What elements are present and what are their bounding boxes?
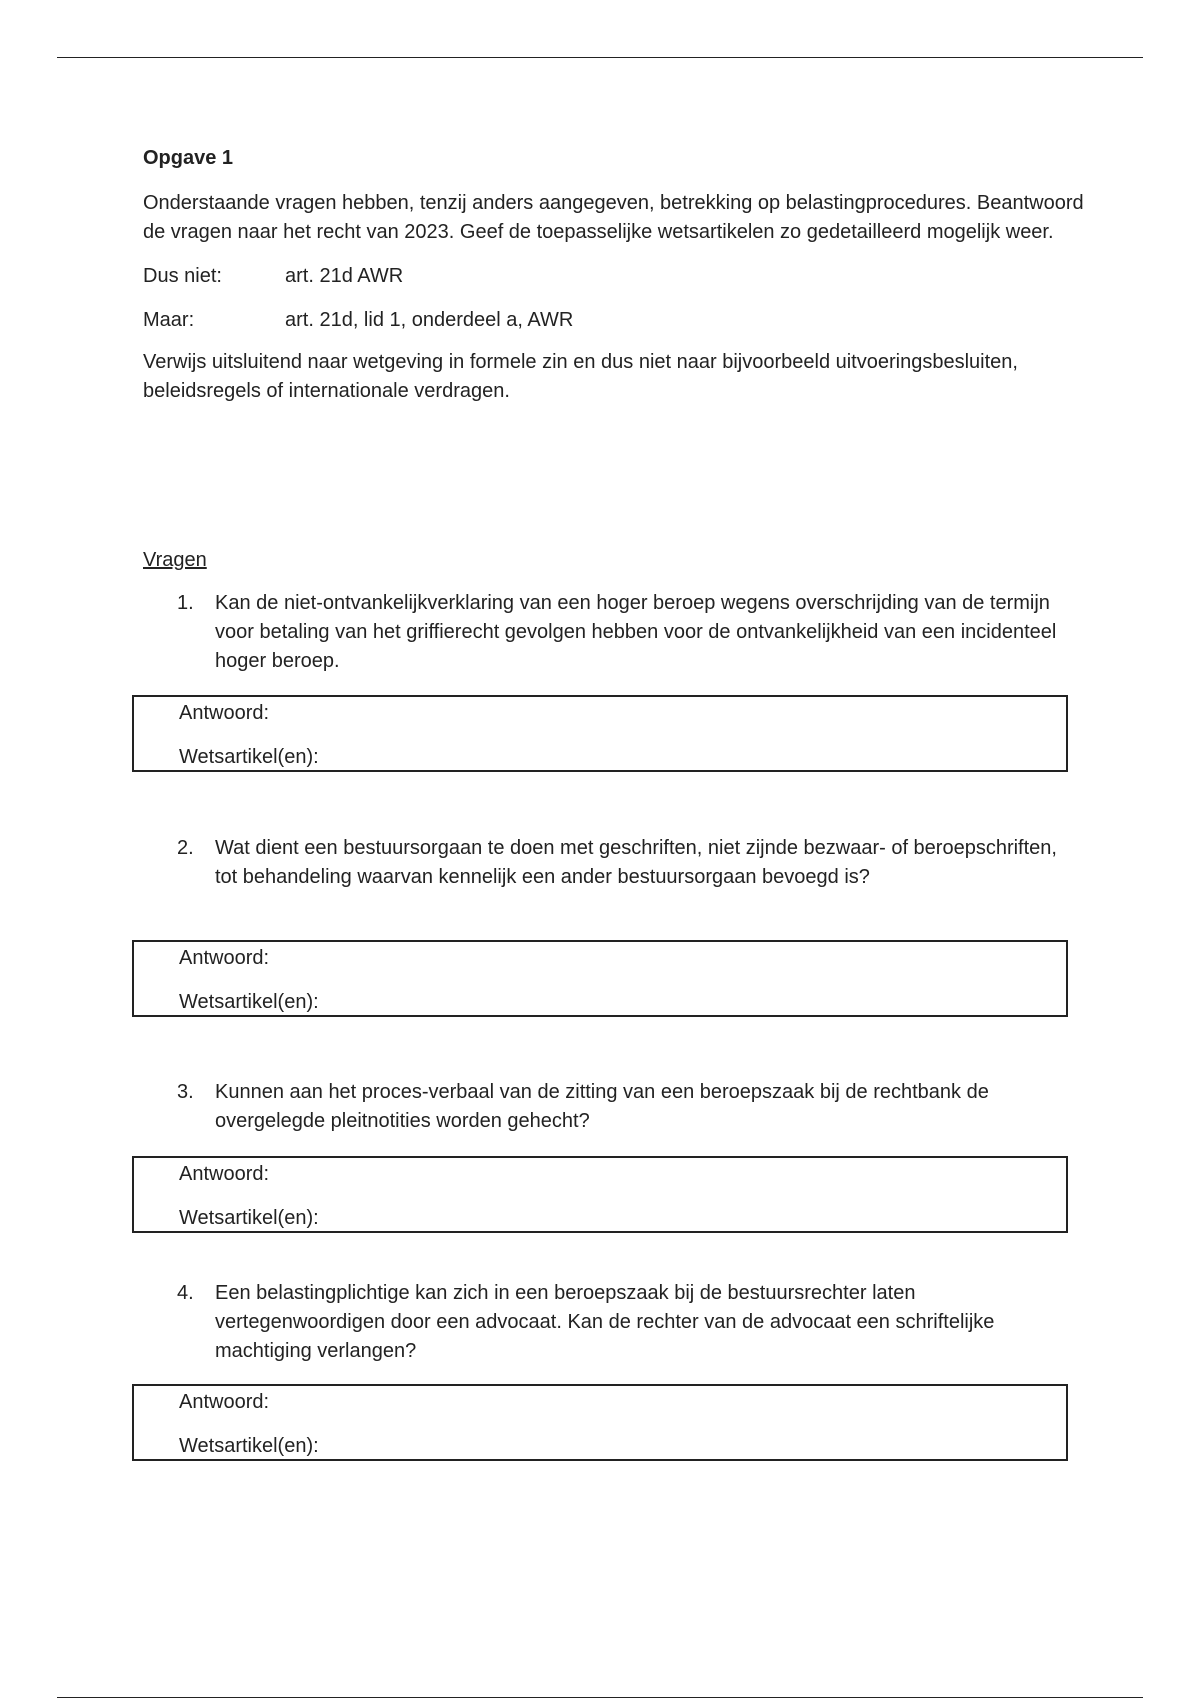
questions-heading: Vragen bbox=[143, 549, 207, 571]
example-value: art. 21d, lid 1, onderdeel a, AWR bbox=[285, 309, 574, 331]
question-text: Wat dient een bestuursorgaan te doen met geschriften, niet zijnde bezwaar- of beroepschriften, tot behandeling waarvan kennelijk een ander bestuursorgaan bevoegd is? bbox=[215, 837, 1057, 888]
question-2 bbox=[177, 834, 1057, 892]
law-articles-label: Wetsartikel(en): bbox=[179, 1435, 319, 1457]
example-label: Maar: bbox=[143, 309, 195, 331]
example-row-right bbox=[143, 306, 1093, 335]
law-articles-label: Wetsartikel(en): bbox=[179, 1207, 319, 1229]
example-label: Dus niet: bbox=[143, 265, 222, 287]
question-text: Een belastingplichtige kan zich in een beroepszaak bij de bestuursrechter laten vertegenwoordigen door een advocaat. Kan de rechter van de advocaat een schriftelijke machtiging verlangen? bbox=[215, 1282, 995, 1362]
question-number: 2. bbox=[177, 837, 194, 859]
answer-label: Antwoord: bbox=[179, 702, 270, 724]
page-title: Opgave 1 bbox=[143, 147, 234, 169]
bottom-rule bbox=[57, 1697, 1143, 1698]
example-row-wrong bbox=[143, 262, 1093, 291]
question-1 bbox=[177, 589, 1057, 676]
answer-label: Antwoord: bbox=[179, 1163, 270, 1185]
answer-box-4[interactable] bbox=[132, 1384, 1068, 1461]
instructions-section bbox=[143, 144, 1093, 406]
question-number: 4. bbox=[177, 1282, 194, 1304]
question-text: Kan de niet-ontvankelijkverklaring van een hoger beroep wegens overschrijding van de termijn voor betaling van het griffierecht gevolgen hebben voor de ontvankelijkheid van een incidenteel hoger beroep. bbox=[215, 592, 1057, 672]
law-articles-label: Wetsartikel(en): bbox=[179, 991, 319, 1013]
answer-label: Antwoord: bbox=[179, 947, 270, 969]
answer-box-1[interactable] bbox=[132, 695, 1068, 772]
intro-paragraph: Onderstaande vragen hebben, tenzij anders aangegeven, betrekking op belastingprocedures. Beantwoord de vragen naar het recht van 2023. Geef de toepasselijke wetsartikelen zo gedetailleerd mogelijk weer. bbox=[143, 192, 1084, 243]
answer-box-3[interactable] bbox=[132, 1156, 1068, 1233]
question-4 bbox=[177, 1279, 1057, 1366]
question-3 bbox=[177, 1078, 1057, 1136]
answer-label: Antwoord: bbox=[179, 1391, 270, 1413]
question-number: 3. bbox=[177, 1081, 194, 1103]
question-number: 1. bbox=[177, 592, 194, 614]
answer-box-2[interactable] bbox=[132, 940, 1068, 1017]
example-value: art. 21d AWR bbox=[285, 265, 404, 287]
question-text: Kunnen aan het proces-verbaal van de zitting van een beroepszaak bij de rechtbank de overgelegde pleitnotities worden gehecht? bbox=[215, 1081, 989, 1132]
top-rule bbox=[57, 57, 1143, 58]
law-articles-label: Wetsartikel(en): bbox=[179, 746, 319, 768]
note-paragraph: Verwijs uitsluitend naar wetgeving in formele zin en dus niet naar bijvoorbeeld uitvoeringsbesluiten, beleidsregels of internationale verdragen. bbox=[143, 351, 1018, 402]
